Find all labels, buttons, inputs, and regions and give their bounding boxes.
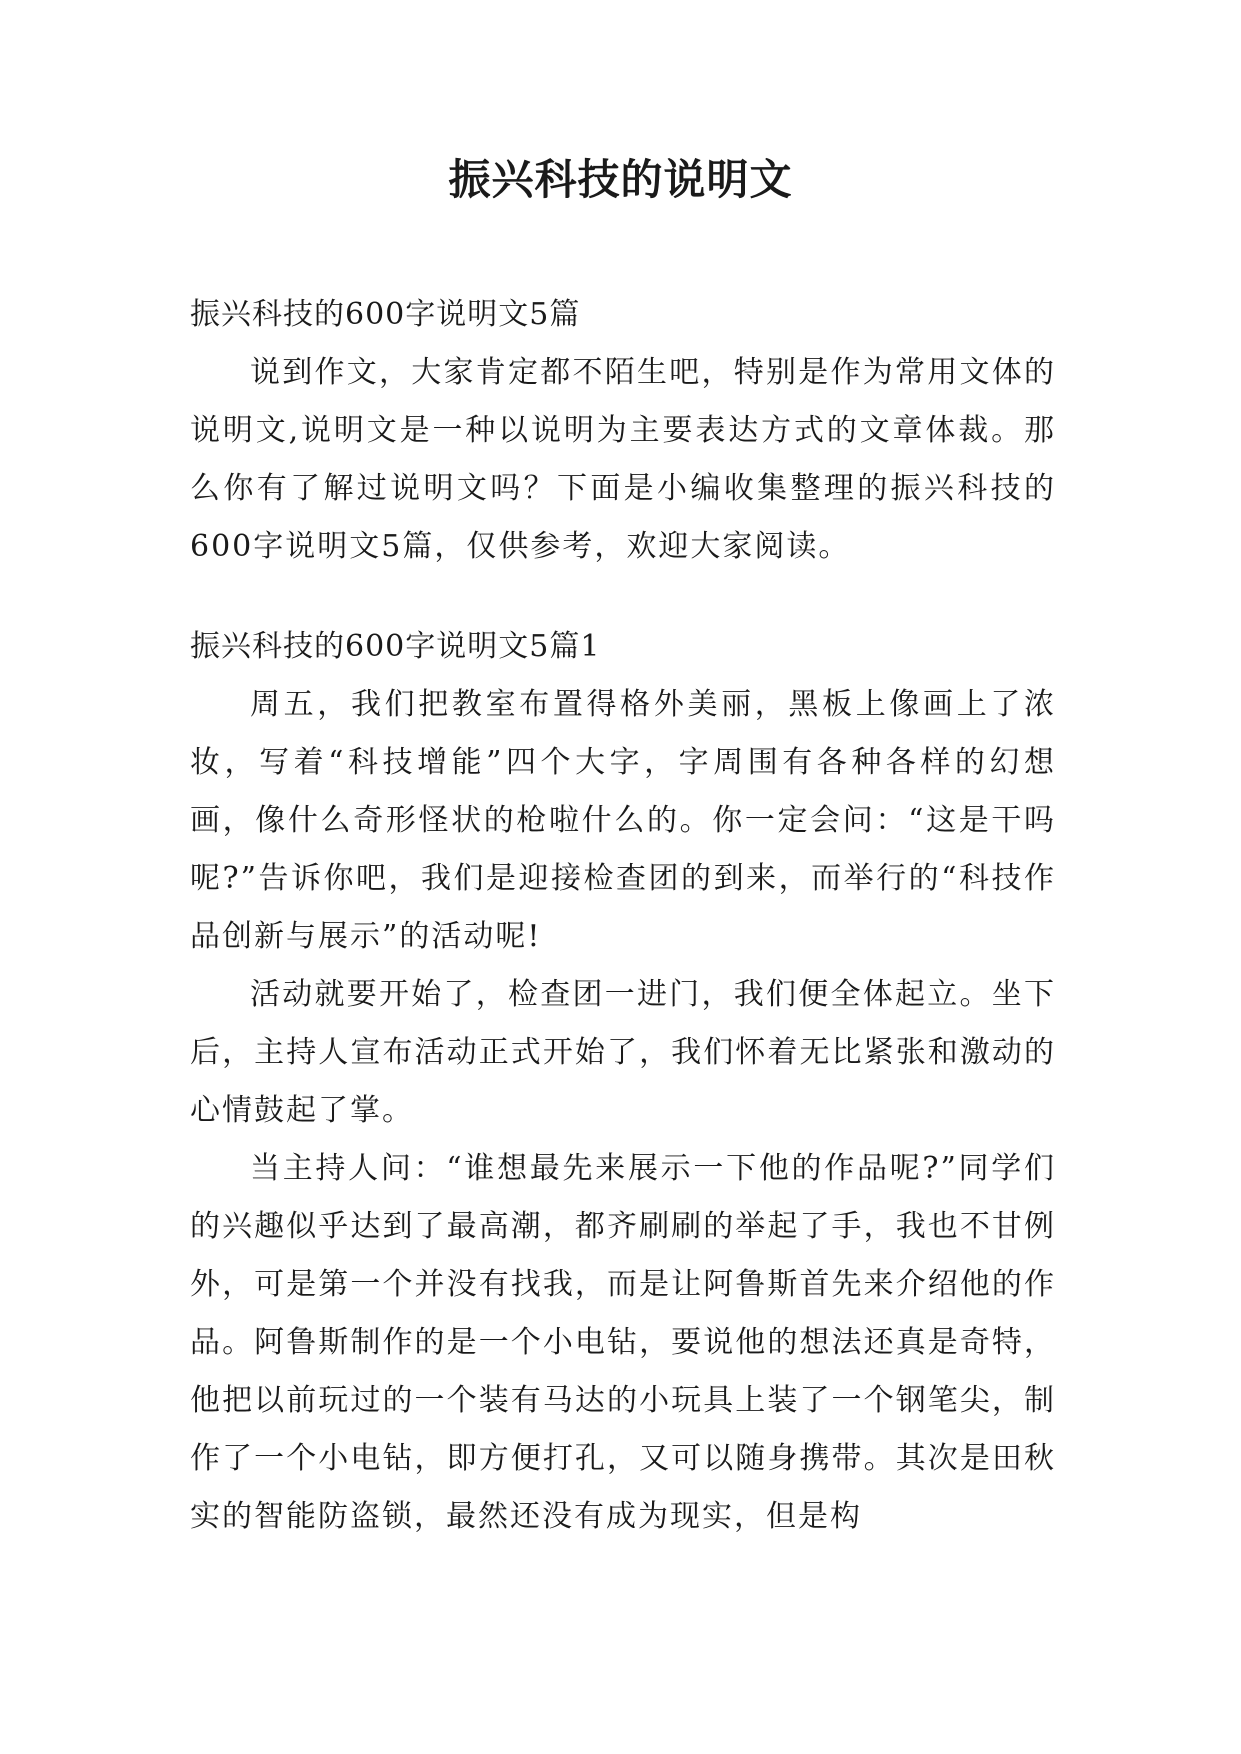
document-title: 振兴科技的说明文 — [448, 155, 793, 204]
section-1-paragraph-2: 活动就要开始了，检查团一进门，我们便全体起立。坐下后，主持人宣布活动正式开始了，我们怀着无比紧张和激动的心情鼓起了掌。 — [190, 977, 1056, 1128]
section-spacer — [190, 576, 1056, 618]
intro-paragraph: 说到作文，大家肯定都不陌生吧，特别是作为常用文体的说明文,说明文是一种以说明为主要表达方式的文章体裁。那么你有了解过说明文吗？下面是小编收集整理的振兴科技的600字说明文5篇，仅供参考，欢迎大家阅读。 — [190, 355, 1056, 564]
section-1-heading: 振兴科技的600字说明文5篇1 — [190, 629, 601, 664]
section-1-paragraph-1: 周五，我们把教室布置得格外美丽，黑板上像画上了浓妆，写着“科技增能”四个大字，字周围有各种各样的幻想画，像什么奇形怪状的枪啦什么的。你一定会问：“这是干吗呢?”告诉你吧，我们是迎接检查团的到来，而举行的“科技作品创新与展示”的活动呢! — [190, 687, 1056, 954]
document-body — [190, 286, 1056, 1546]
section-1-paragraph-3: 当主持人问：“谁想最先来展示一下他的作品呢?”同学们的兴趣似乎达到了最高潮，都齐刷刷的举起了手，我也不甘例外，可是第一个并没有找我，而是让阿鲁斯首先来介绍他的作品。阿鲁斯制作的是一个小电钻，要说他的想法还真是奇特，他把以前玩过的一个装有马达的小玩具上装了一个钢笔尖，制作了一个小电钻，即方便打孔，又可以随身携带。其次是田秋实的智能防盗锁，最然还没有成为现实，但是构 — [190, 1151, 1056, 1534]
document-subtitle: 振兴科技的600字说明文5篇 — [190, 297, 581, 332]
